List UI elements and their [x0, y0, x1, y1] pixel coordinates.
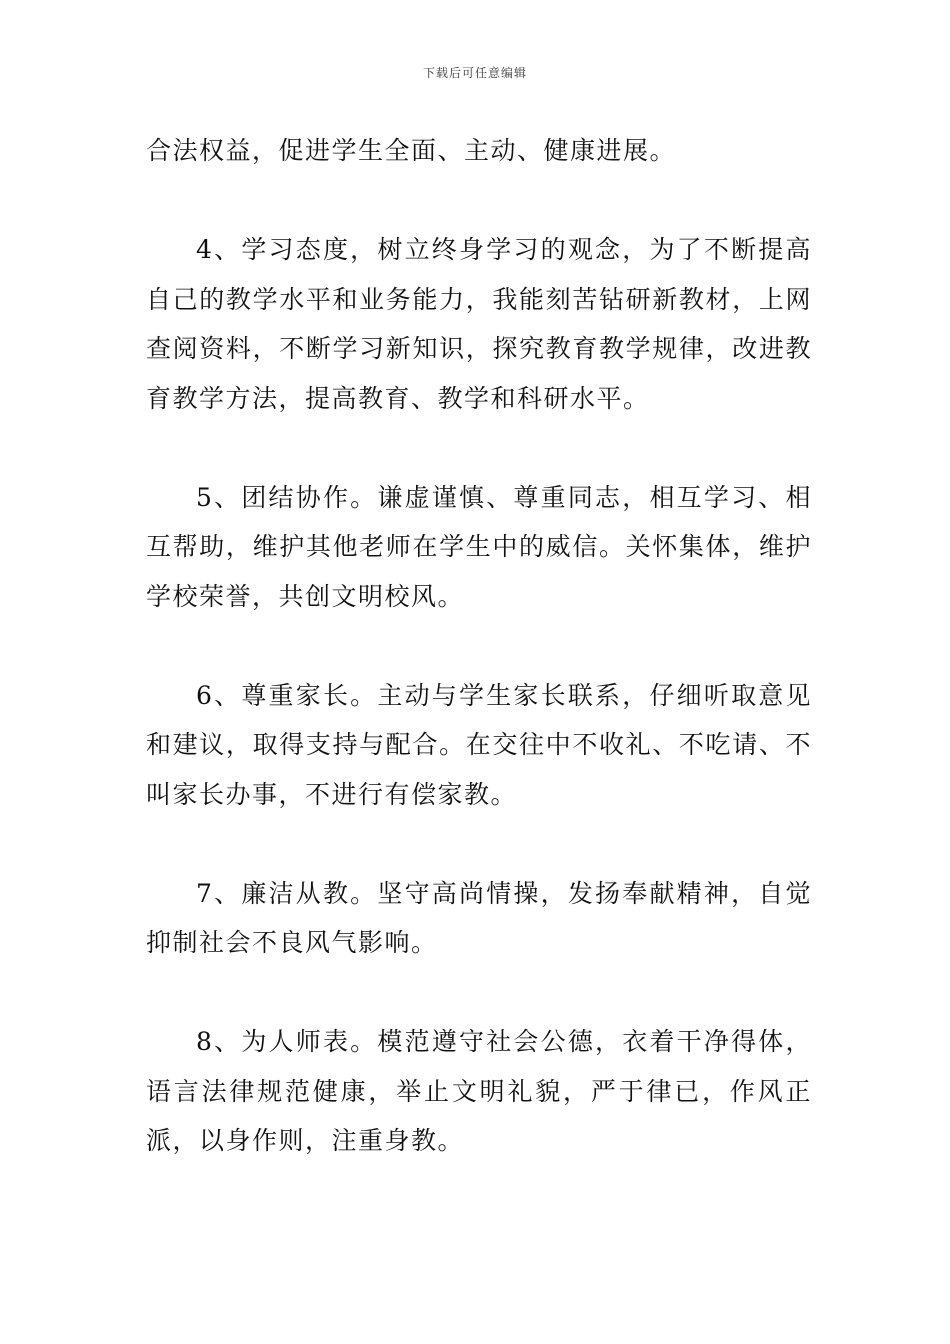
paragraph-item-6: 6、尊重家长。主动与学生家长联系，仔细听取意见和建议，取得支持与配合。在交往中不收礼、不吃请、不叫家长办事，不进行有偿家教。	[146, 680, 812, 809]
paragraph-gap	[146, 621, 812, 671]
paragraph-item-4: 4、学习态度，树立终身学习的观念，为了不断提高自己的教学水平和业务能力，我能刻苦钻研新教材，上网查阅资料，不断学习新知识，探究教育教学规律，改进教育教学方法，提高教育、教学和科研水平。	[146, 235, 812, 413]
paragraph-item-7: 7、廉洁从教。坚守高尚情操，发扬奉献精神，自觉抑制社会不良风气影响。	[146, 878, 812, 957]
page-header: 下载后可任意编辑	[422, 66, 527, 80]
paragraph-continuation: 合法权益，促进学生全面、主动、健康进展。	[146, 136, 677, 165]
paragraph-gap	[146, 819, 812, 869]
paragraph-item-8: 8、为人师表。模范遵守社会公德，衣着干净得体，语言法律规范健康，举止文明礼貌，严于律已，作风正派，以身作则，注重身教。	[146, 1027, 812, 1155]
paragraph-item-5: 5、团结协作。谦虚谨慎、尊重同志，相互学习、相互帮助，维护其他老师在学生中的威信。关怀集体，维护学校荣誉，共创文明校风。	[146, 482, 812, 611]
paragraph-gap	[146, 968, 812, 1018]
paragraph-gap	[146, 176, 812, 226]
paragraph-gap	[146, 423, 812, 473]
document-body	[146, 126, 812, 1166]
